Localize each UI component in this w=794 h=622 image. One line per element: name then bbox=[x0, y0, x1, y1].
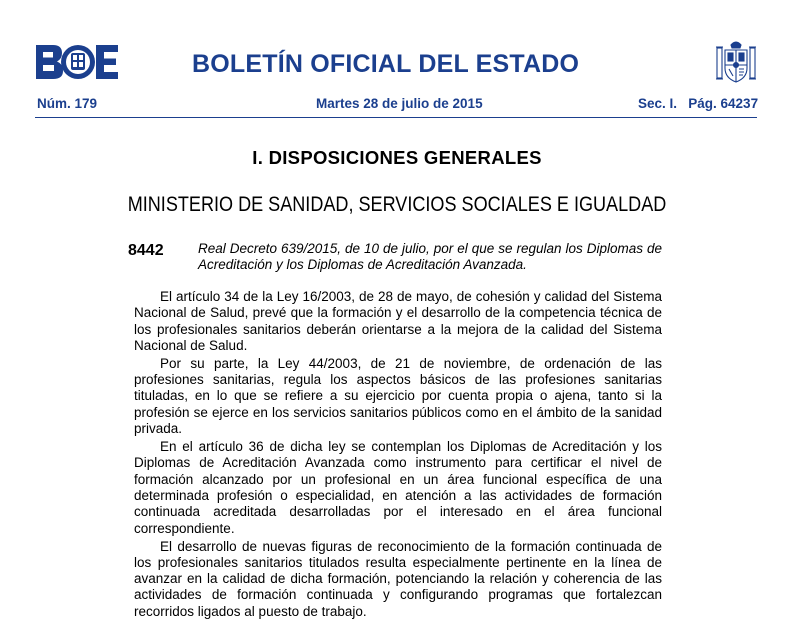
section-page: Sec. I. Pág. 64237 bbox=[638, 96, 759, 111]
paragraph: El artículo 34 de la Ley 16/2003, de 28 de mayo, de cohesión y calidad del Sistema Nacional de Salud, prevé que la formación y el desarrollo de la competencia técnica de los profesionales sanitarios deberán orientarse a la mejora de la calidad del Sistema Nacional de Salud. bbox=[134, 289, 662, 353]
page-header bbox=[0, 0, 794, 120]
spain-coat-of-arms-icon bbox=[715, 38, 757, 86]
issue-number: Núm. 179 bbox=[37, 96, 98, 111]
publication-date: Martes 28 de julio de 2015 bbox=[316, 96, 483, 111]
reference-number: 8442 bbox=[128, 242, 164, 259]
decree-summary: Real Decreto 639/2015, de 10 de julio, por el que se regulan los Diplomas de Acreditación y los Diplomas de Acreditación Avanzada. bbox=[198, 241, 662, 273]
paragraph: En el artículo 36 de dicha ley se contemplan los Diplomas de Acreditación y los Diplomas de Acreditación Avanzada como instrumento para certificar el nivel de formación alcanzado por un profesional en un área funcional específica de una determinada profesión o especialidad, en atención a las actividades de formación continuada acreditada desarrolladas por el interesado en el área funcional correspondiente. bbox=[134, 439, 662, 536]
document-body bbox=[134, 289, 662, 622]
paragraph: Por su parte, la Ley 44/2003, de 21 de noviembre, de ordenación de las profesiones sanitarias, regula los aspectos básicos de las profesiones sanitarias tituladas, en lo que se refiere a su ejercicio por cuenta propia o ajena, tanto si la profesión se ejerce en los servicios sanitarios públicos como en el ámbito de la sanidad privada. bbox=[134, 355, 662, 437]
publication-title: BOLETÍN OFICIAL DEL ESTADO bbox=[192, 50, 580, 78]
ministry-name: MINISTERIO DE SANIDAD, SERVICIOS SOCIALES E IGUALDAD bbox=[127, 193, 667, 216]
header-divider bbox=[35, 117, 757, 118]
paragraph: El desarrollo de nuevas figuras de reconocimiento de la formación continuada de los profesionales sanitarios titulados resulta especialmente pertinente en la línea de avanzar en la calidad de dicha formación, potenciando la relación y coherencia de las actividades de formación continuada y configurando programas que fortalezcan recorridos ligados al puesto de trabajo. bbox=[134, 538, 662, 619]
section-title: I. DISPOSICIONES GENERALES bbox=[252, 147, 542, 168]
boe-logo bbox=[35, 43, 119, 81]
